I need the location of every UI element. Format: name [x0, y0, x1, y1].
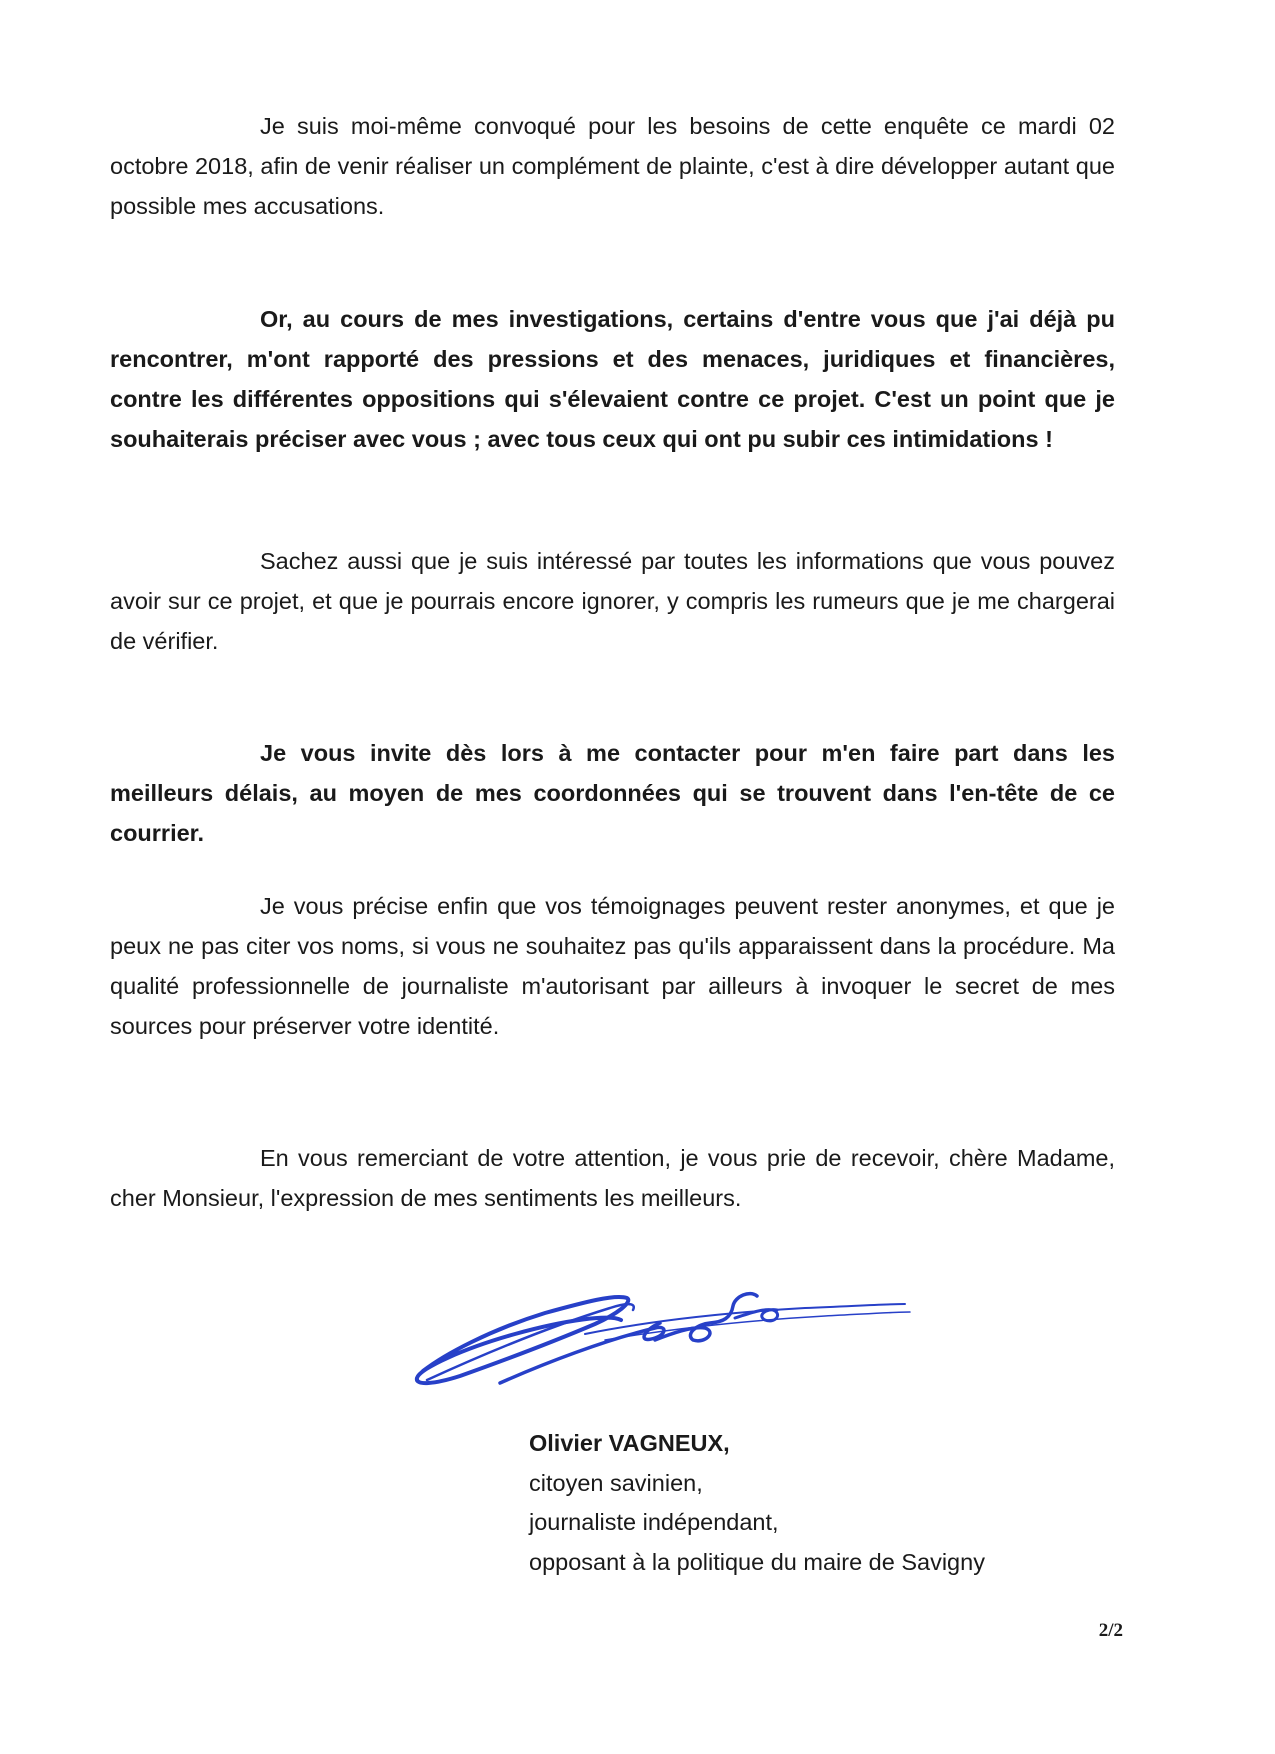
- signatory-title-line: journaliste indépendant,: [529, 1509, 779, 1535]
- signatory-title-line: opposant à la politique du maire de Savigny: [529, 1548, 985, 1575]
- paragraph-convocation: Je suis moi-même convoqué pour les besoins de cette enquête ce mardi 02 octobre 2018, afin de venir réaliser un complément de plainte, c'est à dire développer autant que possible mes accusations.: [110, 113, 1115, 219]
- signature-block: [529, 1424, 985, 1582]
- page-number: 2/2: [1098, 1620, 1123, 1641]
- paragraph-contact-invitation: Je vous invite dès lors à me contacter pour m'en faire part dans les meilleurs délais, au moyen de mes coordonnées qui se trouvent dans l'en-tête de ce courrier.: [110, 740, 1115, 846]
- paragraph-anonymity: Je vous précise enfin que vos témoignages peuvent rester anonymes, et que je peux ne pas citer vos noms, si vous ne souhaitez pas qu'ils apparaissent dans la procédure. Ma qualité professionnelle de journaliste m'autorisant par ailleurs à invoquer le secret de mes sources pour préserver votre identité.: [110, 893, 1115, 1039]
- paragraph-informations: Sachez aussi que je suis intéressé par toutes les informations que vous pouvez avoir sur ce projet, et que je pourrais encore ignorer, y compris les rumeurs que je me chargerai de vérifier.: [110, 548, 1115, 654]
- paragraph-pressions: Or, au cours de mes investigations, certains d'entre vous que j'ai déjà pu rencontrer, m'ont rapporté des pressions et des menaces, juridiques et financières, contre les différentes oppositions qui s'élevaient contre ce projet. C'est un point que je souhaiterais préciser avec vous ; avec tous ceux qui ont pu subir ces intimidations !: [110, 306, 1115, 452]
- signatory-name: Olivier VAGNEUX,: [529, 1430, 730, 1456]
- handwritten-signature: [405, 1268, 915, 1413]
- paragraph-closing: En vous remerciant de votre attention, je vous prie de recevoir, chère Madame, cher Monsieur, l'expression de mes sentiments les meilleurs.: [110, 1145, 1115, 1211]
- signatory-title-line: citoyen savinien,: [529, 1469, 703, 1496]
